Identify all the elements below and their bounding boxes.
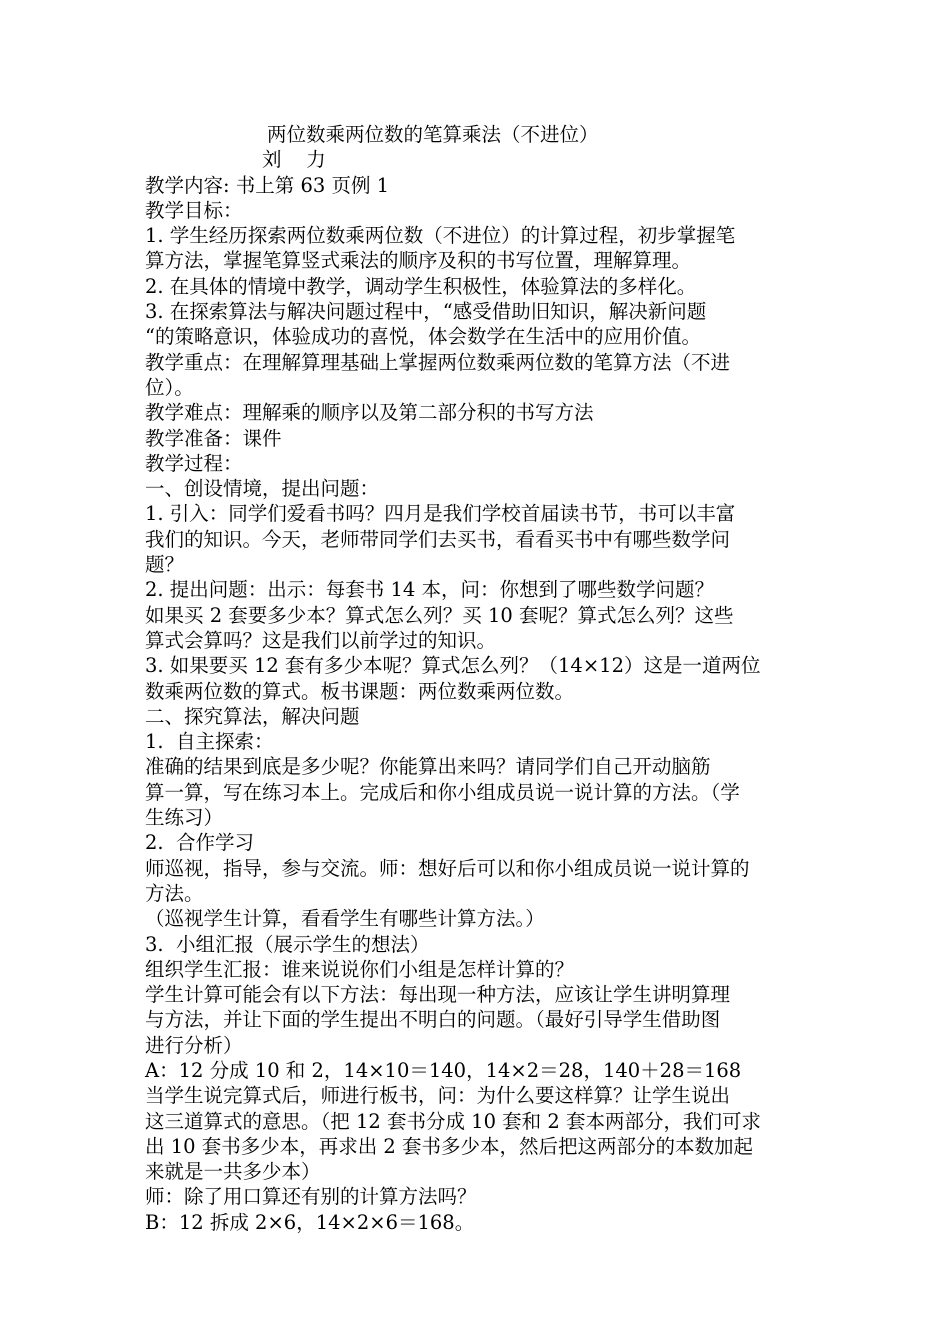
text-line: 3. 小组汇报（展示学生的想法） bbox=[145, 932, 430, 956]
text-line: 我们的知识。今天，老师带同学们去买书，看看买书中有哪些数学问 bbox=[145, 527, 731, 551]
text-line: 位）。 bbox=[145, 375, 194, 399]
text-line: B：12 拆成 2×6，14×2×6＝168。 bbox=[145, 1210, 475, 1234]
text-line: 方法。 bbox=[145, 881, 204, 905]
document-author: 刘 力 bbox=[262, 148, 326, 172]
text-line: 教学准备：课件 bbox=[145, 426, 282, 450]
text-line: （巡视学生计算，看看学生有哪些计算方法。） bbox=[145, 907, 545, 931]
text-line: 算一算，写在练习本上。完成后和你小组成员说一说计算的方法。（学 bbox=[145, 780, 740, 804]
text-line: 师巡视，指导，参与交流。师：想好后可以和你小组成员说一说计算的 bbox=[145, 856, 750, 880]
text-line: A：12 分成 10 和 2，14×10＝140，14×2＝28，140＋28＝168 bbox=[145, 1058, 742, 1082]
text-line: 来就是一共多少本） bbox=[145, 1160, 321, 1184]
text-line: 数乘两位数的算式。板书课题：两位数乘两位数。 bbox=[145, 679, 575, 703]
text-line: 题？ bbox=[145, 553, 185, 577]
text-line: “的策略意识，体验成功的喜悦，体会数学在生活中的应用价值。 bbox=[145, 325, 701, 349]
text-line: 一、创设情境，提出问题： bbox=[145, 477, 380, 501]
text-line: 1. 引入：同学们爱看书吗？四月是我们学校首届读书节，书可以丰富 bbox=[145, 502, 736, 526]
text-line: 算方法，掌握笔算竖式乘法的顺序及积的书写位置，理解算理。 bbox=[145, 249, 692, 273]
text-line: 教学目标： bbox=[145, 198, 243, 222]
text-line: 2. 在具体的情境中教学，调动学生积极性，体验算法的多样化。 bbox=[145, 274, 697, 298]
text-line: 1. 学生经历探索两位数乘两位数（不进位）的计算过程，初步掌握笔 bbox=[145, 224, 736, 248]
text-line: 教学难点：理解乘的顺序以及第二部分积的书写方法 bbox=[145, 401, 594, 425]
text-line: 这三道算式的意思。（把 12 套书分成 10 套和 2 套本两部分，我们可求 bbox=[145, 1109, 761, 1133]
text-line: 生练习） bbox=[145, 806, 224, 830]
text-line: 1. 自主探索： bbox=[145, 730, 274, 754]
text-line: 如果买 2 套要多少本？算式怎么列？买 10 套呢？算式怎么列？这些 bbox=[145, 603, 734, 627]
text-line: 教学过程： bbox=[145, 451, 243, 475]
text-line: 准确的结果到底是多少呢？你能算出来吗？请同学们自己开动脑筋 bbox=[145, 755, 711, 779]
text-line: 出 10 套书多少本，再求出 2 套书多少本，然后把这两部分的本数加起 bbox=[145, 1134, 754, 1158]
text-line: 当学生说完算式后，师进行板书，问：为什么要这样算？让学生说出 bbox=[145, 1084, 731, 1108]
text-line: 3. 如果要买 12 套有多少本呢？算式怎么列？（14×12）这是一道两位 bbox=[145, 654, 761, 678]
text-line: 教学内容: 书上第 63 页例 1 bbox=[145, 173, 390, 197]
text-line: 二、探究算法，解决问题 bbox=[145, 704, 360, 728]
document-body bbox=[145, 122, 810, 1235]
text-line: 教学重点：在理解算理基础上掌握两位数乘两位数的笔算方法（不进 bbox=[145, 350, 731, 374]
text-line: 3. 在探索算法与解决问题过程中，“感受借助旧知识，解决新问题 bbox=[145, 300, 707, 324]
text-line: 组织学生汇报：谁来说说你们小组是怎样计算的？ bbox=[145, 957, 575, 981]
text-line: 进行分析） bbox=[145, 1033, 243, 1057]
text-line: 2. 提出问题：出示：每套书 14 本，问：你想到了哪些数学问题？ bbox=[145, 578, 715, 602]
text-line: 算式会算吗？这是我们以前学过的知识。 bbox=[145, 628, 497, 652]
text-line: 师：除了用口算还有别的计算方法吗？ bbox=[145, 1185, 477, 1209]
text-line: 与方法，并让下面的学生提出不明白的问题。（最好引导学生借助图 bbox=[145, 1008, 721, 1032]
text-line: 2. 合作学习 bbox=[145, 831, 255, 855]
document-title: 两位数乘两位数的笔算乘法（不进位） bbox=[267, 123, 599, 146]
text-line: 学生计算可能会有以下方法：每出现一种方法，应该让学生讲明算理 bbox=[145, 983, 731, 1007]
document-text bbox=[145, 173, 810, 1235]
